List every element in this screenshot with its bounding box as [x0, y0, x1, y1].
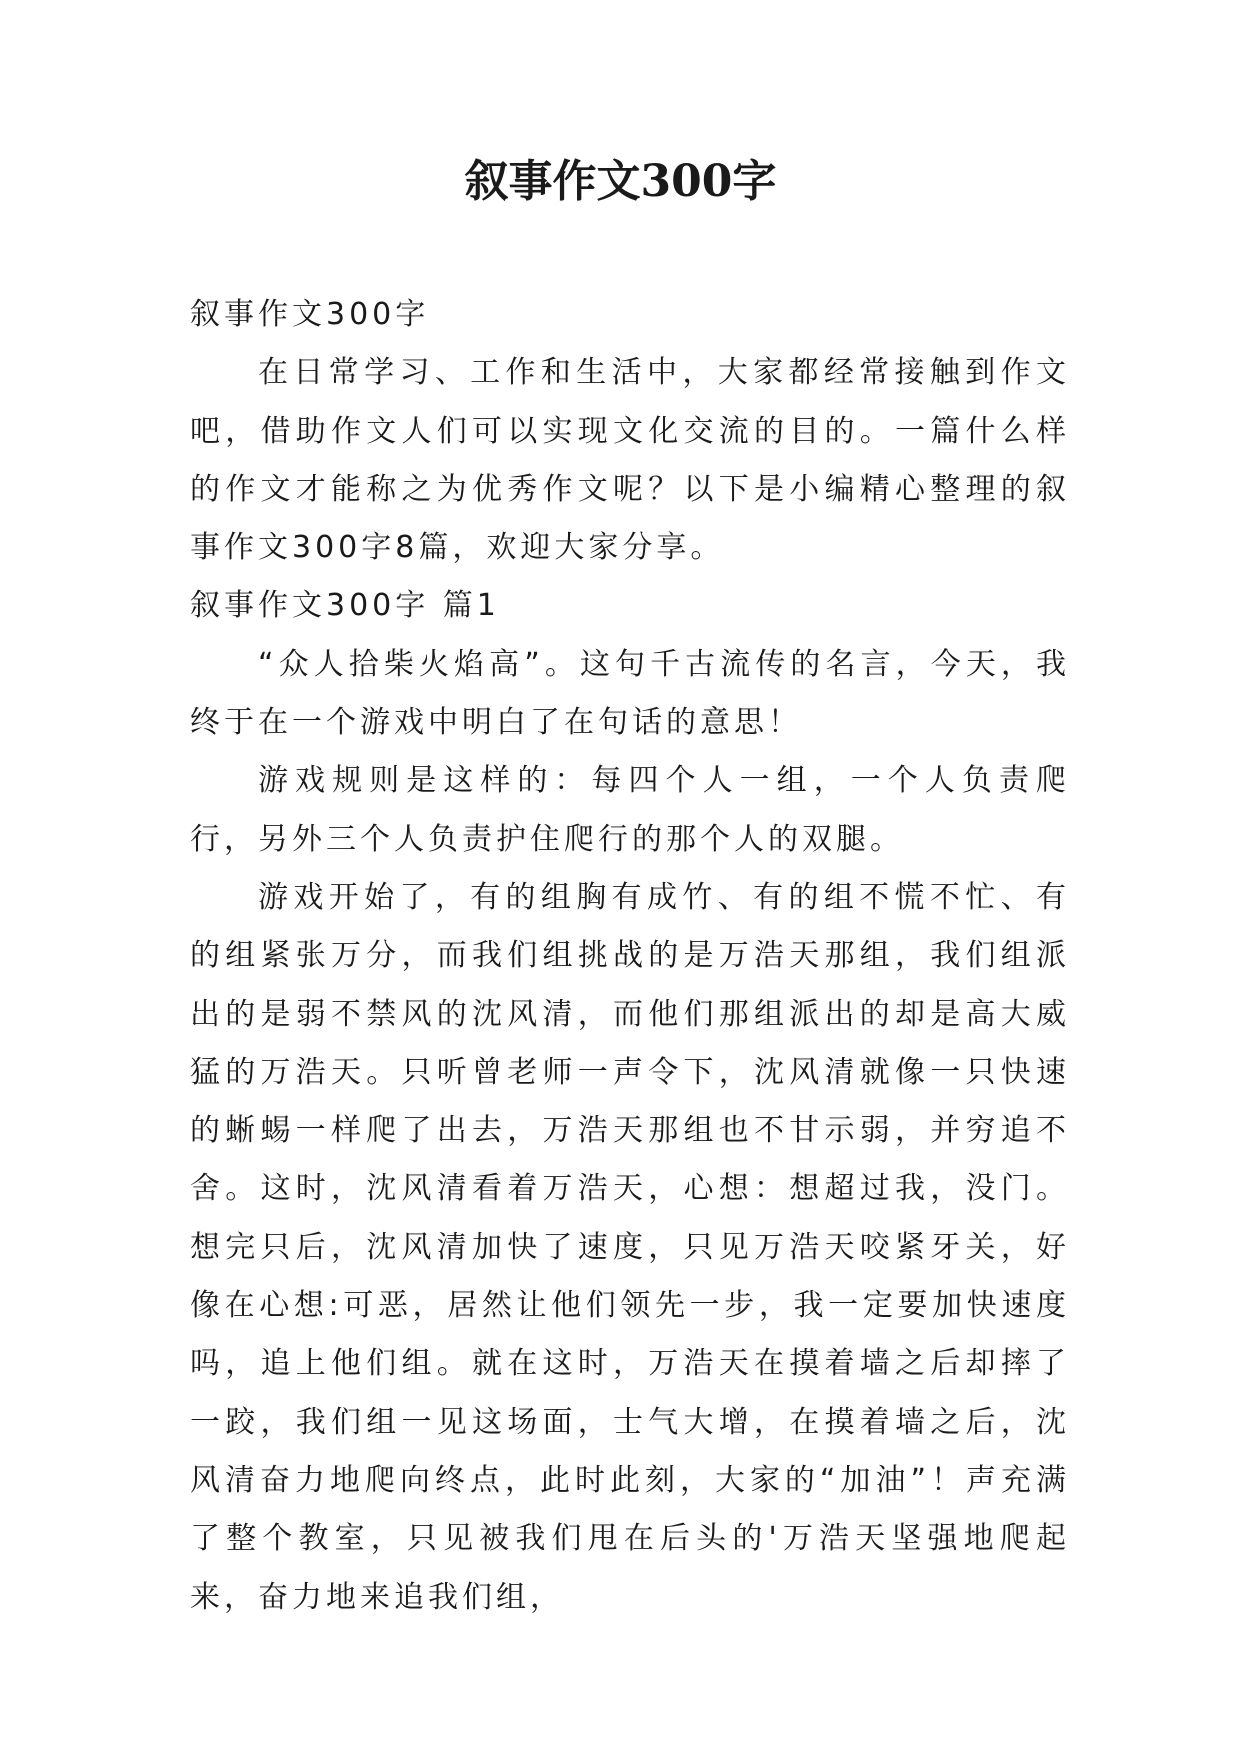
intro-paragraph: 在日常学习、工作和生活中，大家都经常接触到作文吧，借助作文人们可以实现文化交流的目的。一篇什么样的作文才能称之为优秀作文呢？以下是小编精心整理的叙事作文300字8篇，欢迎大家分享。 [190, 355, 1070, 566]
document-body [190, 286, 1070, 1627]
document-title: 叙事作文300字 [464, 156, 777, 207]
subtitle-paragraph: 叙事作文300字 [190, 297, 430, 332]
body-paragraph: 游戏开始了，有的组胸有成竹、有的组不慌不忙、有的组紧张万分，而我们组挑战的是万浩天那组，我们组派出的是弱不禁风的沈风清，而他们那组派出的却是高大威猛的万浩天。只听曾老师一声令下，沈风清就像一只快速的蜥蜴一样爬了出去，万浩天那组也不甘示弱，并穷追不舍。这时，沈风清看着万浩天，心想：想超过我，没门。想完只后，沈风清加快了速度，只见万浩天咬紧牙关，好像在心想:可恶，居然让他们领先一步，我一定要加快速度吗，追上他们组。就在这时，万浩天在摸着墙之后却摔了一跤，我们组一见这场面，士气大增，在摸着墙之后，沈风清奋力地爬向终点，此时此刻，大家的“加油”！声充满了整个教室，只见被我们甩在后头的'万浩天坚强地爬起来，奋力地来追我们组， [190, 879, 1070, 1615]
section-heading: 叙事作文300字 篇1 [190, 588, 500, 624]
body-paragraph: “众人拾柴火焰高”。这句千古流传的名言，今天，我终于在一个游戏中明白了在句话的意思！ [190, 646, 1070, 741]
body-paragraph: 游戏规则是这样的：每四个人一组，一个人负责爬行，另外三个人负责护住爬行的那个人的双腿。 [190, 763, 1070, 857]
